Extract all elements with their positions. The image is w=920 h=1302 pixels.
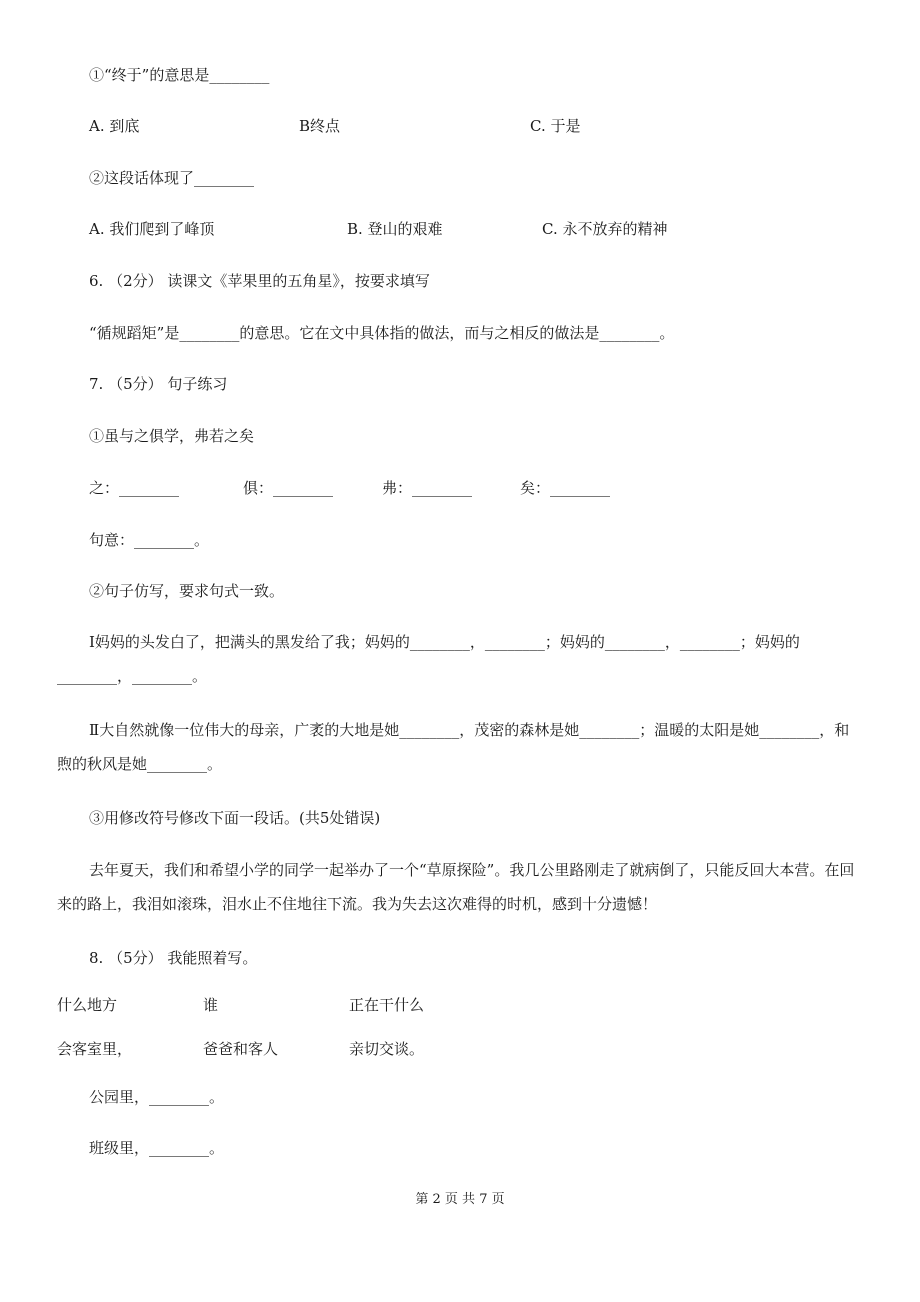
q7-sub3-prompt: ③用修改符号修改下面一段话。(共5处错误) [89, 809, 381, 827]
q5-sub2-prompt: ②这段话体现了________ [89, 169, 255, 187]
q8-heading-action: 正在干什么 [349, 996, 425, 1014]
page-footer: 第 2 页 共 7 页 [415, 1192, 505, 1207]
q7-header: 7. （5分） 句子练习 [89, 375, 228, 393]
q5-sub1-option-b: B终点 [299, 117, 341, 135]
q7-sub2-prompt: ②句子仿写，要求句式一致。 [89, 582, 285, 600]
q7-imitation-paragraph-1: Ⅰ妈妈的头发白了，把满头的黑发给了我；妈妈的________，________；妈妈的________，________；妈妈的________，________。 [57, 633, 800, 685]
q7-sentence-meaning: 句意：________。 [89, 531, 210, 549]
q5-sub1-option-a: A. 到底 [89, 117, 140, 135]
q7-word-fu: 弗：________ [382, 479, 473, 497]
q5-sub1-option-c: C. 于是 [530, 117, 581, 135]
q7-correction-paragraph: 去年夏天，我们和希望小学的同学一起举办了一个“草原探险”。我几公里路刚走了就病倒了，只能反回大本营。在回来的路上，我泪如滚珠，泪水止不住地往下流。我为失去这次难得的时机，感到十分遗憾！ [57, 861, 855, 913]
q5-sub2-option-c: C. 永不放弃的精神 [542, 220, 668, 238]
q8-fill-class: 班级里，________。 [89, 1139, 225, 1157]
q8-example-action: 亲切交谈。 [349, 1040, 425, 1058]
q7-word-yi: 矣：________ [520, 479, 611, 497]
q7-sub1-sentence: ①虽与之俱学，弗若之矣 [89, 427, 255, 445]
q8-example-who: 爸爸和客人 [203, 1040, 279, 1058]
q8-heading-who: 谁 [203, 996, 219, 1014]
q8-heading-place: 什么地方 [57, 996, 118, 1014]
q5-sub2-option-a: A. 我们爬到了峰顶 [89, 220, 215, 238]
q5-sub1-prompt: ①“终于”的意思是________ [89, 66, 270, 84]
q5-sub2-option-b: B. 登山的艰难 [347, 220, 443, 238]
q6-fill-line: “循规蹈矩”是________的意思。它在文中具体指的做法，而与之相反的做法是________。 [89, 324, 675, 342]
q8-fill-park: 公园里，________。 [89, 1088, 225, 1106]
q7-word-ju: 俱：________ [243, 479, 334, 497]
q7-imitation-paragraph-2: Ⅱ大自然就像一位伟大的母亲，广袤的大地是她________，茂密的森林是她________；温暖的太阳是她________，和煦的秋风是她________。 [57, 721, 850, 773]
q8-example-place: 会客室里， [57, 1040, 133, 1058]
q7-word-zhi: 之：________ [89, 479, 180, 497]
q8-header: 8. （5分） 我能照着写。 [89, 949, 258, 967]
q6-header: 6. （2分） 读课文《苹果里的五角星》，按要求填写 [89, 272, 430, 290]
